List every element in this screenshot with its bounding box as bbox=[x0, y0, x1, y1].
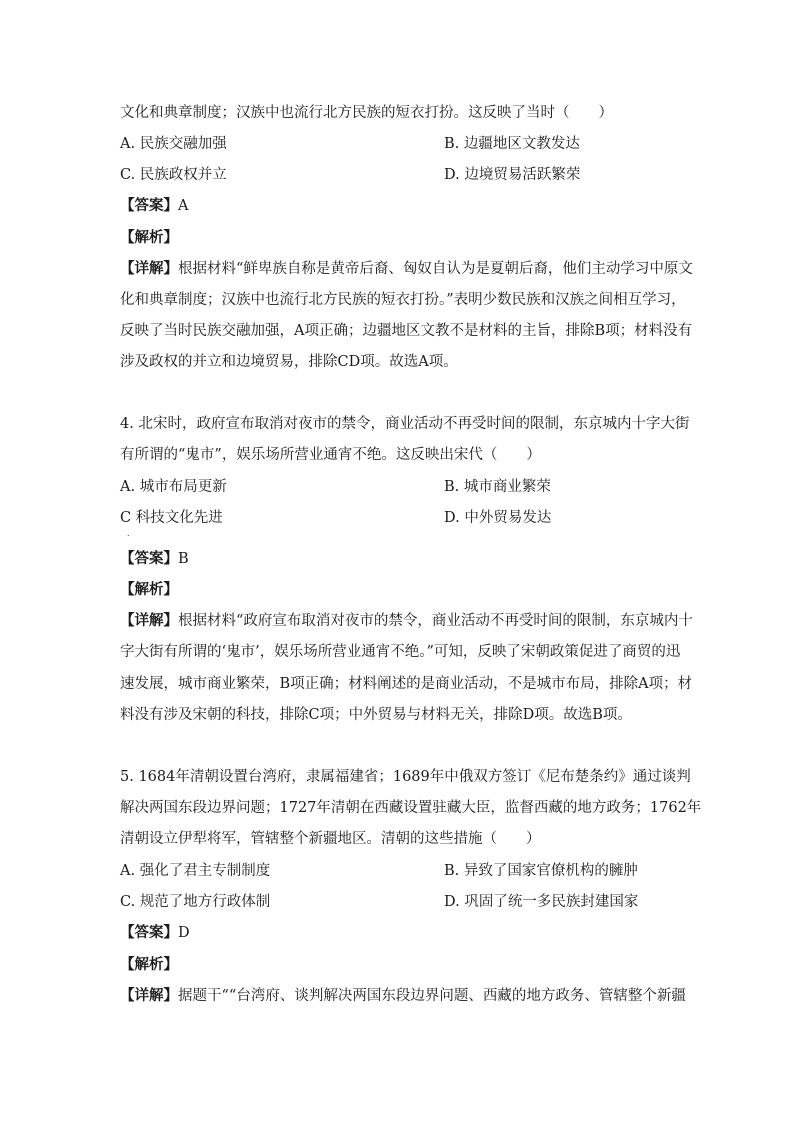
q5-analysis-label: 【解析】 bbox=[120, 956, 178, 973]
q4-stem-line-2: 有所谓的“鬼市”，娱乐场所营业通宵不绝。这反映出宋代（ ） bbox=[120, 447, 541, 463]
q5-stem-line-2: 解决两国东段边界问题；1727年清朝在西藏设置驻藏大臣，监督西藏的地方政务；1762年 bbox=[120, 800, 702, 816]
q3-answer-label: 【答案】 bbox=[120, 197, 178, 214]
q3-stem-tail: 文化和典章制度；汉族中也流行北方民族的短衣打扮。这反映了当时（ ） bbox=[120, 105, 613, 121]
q3-answer-value: A bbox=[178, 198, 189, 214]
q3-option-b: B. 边疆地区文教发达 bbox=[444, 136, 580, 152]
q5-option-d: D. 巩固了统一多民族封建国家 bbox=[444, 894, 639, 910]
q4-detail-line-4: 料没有涉及宋朝的科技，排除C项；中外贸易与材料无关，排除D项。故选B项。 bbox=[120, 707, 632, 723]
q5-detail-label: 【详解】 bbox=[120, 987, 178, 1004]
q3-detail-line-2: 化和典章制度；汉族中也流行北方民族的短衣打扮。”表明少数民族和汉族之间相互学习， bbox=[120, 292, 686, 308]
q5-option-c: C. 规范了地方行政体制 bbox=[120, 894, 271, 910]
q5-option-a: A. 强化了君主专制制度 bbox=[120, 863, 271, 879]
q3-option-c: C. 民族政权并立 bbox=[120, 167, 227, 183]
q4-answer-label: 【答案】 bbox=[120, 550, 178, 567]
q3-detail-text-1: 根据材料“鲜卑族自称是黄帝后裔、匈奴自认为是夏朝后裔，他们主动学习中原文 bbox=[178, 261, 693, 277]
q4-option-a: A. 城市布局更新 bbox=[120, 479, 227, 495]
q3-option-d: D. 边境贸易活跃繁荣 bbox=[444, 167, 581, 183]
q5-answer-label: 【答案】 bbox=[120, 924, 178, 941]
q4-option-c: C 科技文化先进 bbox=[120, 510, 223, 526]
q4-option-b: B. 城市商业繁荣 bbox=[444, 479, 551, 495]
q4-detail-line-2: 字大街有所谓的‘鬼市’，娱乐场所营业通宵不绝。”可知，反映了宋朝政策促进了商贸的迅 bbox=[120, 644, 681, 660]
q4-stray-mark: ． bbox=[127, 529, 135, 538]
q5-answer-value: D bbox=[178, 925, 190, 941]
q5-option-b: B. 异致了国家官僚机构的臃肿 bbox=[444, 863, 638, 879]
q5-detail-line-1 bbox=[120, 986, 686, 1006]
q3-detail-label: 【详解】 bbox=[120, 260, 178, 277]
q4-detail-line-3: 速发展，城市商业繁荣，B项正确；材料阐述的是商业活动，不是城市布局，排除A项；材 bbox=[120, 676, 693, 692]
q4-detail-line-1 bbox=[120, 611, 693, 631]
q5-detail-text-1: 据题干““台湾府、谈判解决两国东段边界问题、西藏的地方政务、管辖整个新疆 bbox=[178, 988, 686, 1004]
q3-analysis-label: 【解析】 bbox=[120, 229, 178, 246]
q5-stem-line-3: 清朝设立伊犁将军，管辖整个新疆地区。清朝的这些措施（ ） bbox=[120, 831, 541, 847]
q5-answer bbox=[120, 923, 190, 943]
q3-detail-line-1 bbox=[120, 259, 693, 279]
q3-detail-line-4: 涉及政权的并立和边境贸易，排除CD项。故选A项。 bbox=[120, 354, 458, 370]
q3-option-a: A. 民族交融加强 bbox=[120, 136, 227, 152]
q3-answer bbox=[120, 196, 188, 216]
q4-option-d: D. 中外贸易发达 bbox=[444, 510, 552, 526]
q4-answer bbox=[120, 549, 189, 569]
q5-stem-line-1: 5. 1684年清朝设置台湾府，隶属福建省；1689年中俄双方签订《尼布楚条约》通过谈判 bbox=[120, 769, 691, 785]
q4-stem-line-1: 4. 北宋时，政府宣布取消对夜市的禁令，商业活动不再受时间的限制，东京城内十字大街 bbox=[120, 416, 690, 432]
q3-detail-line-3: 反映了当时民族交融加强，A项正确；边疆地区文教不是材料的主旨，排除B项；材料没有 bbox=[120, 323, 693, 339]
q4-answer-value: B bbox=[178, 551, 189, 567]
q4-detail-text-1: 根据材料“政府宣布取消对夜市的禁令，商业活动不再受时间的限制，东京城内十 bbox=[178, 613, 693, 629]
q4-detail-label: 【详解】 bbox=[120, 612, 178, 629]
q4-analysis-label: 【解析】 bbox=[120, 581, 178, 598]
